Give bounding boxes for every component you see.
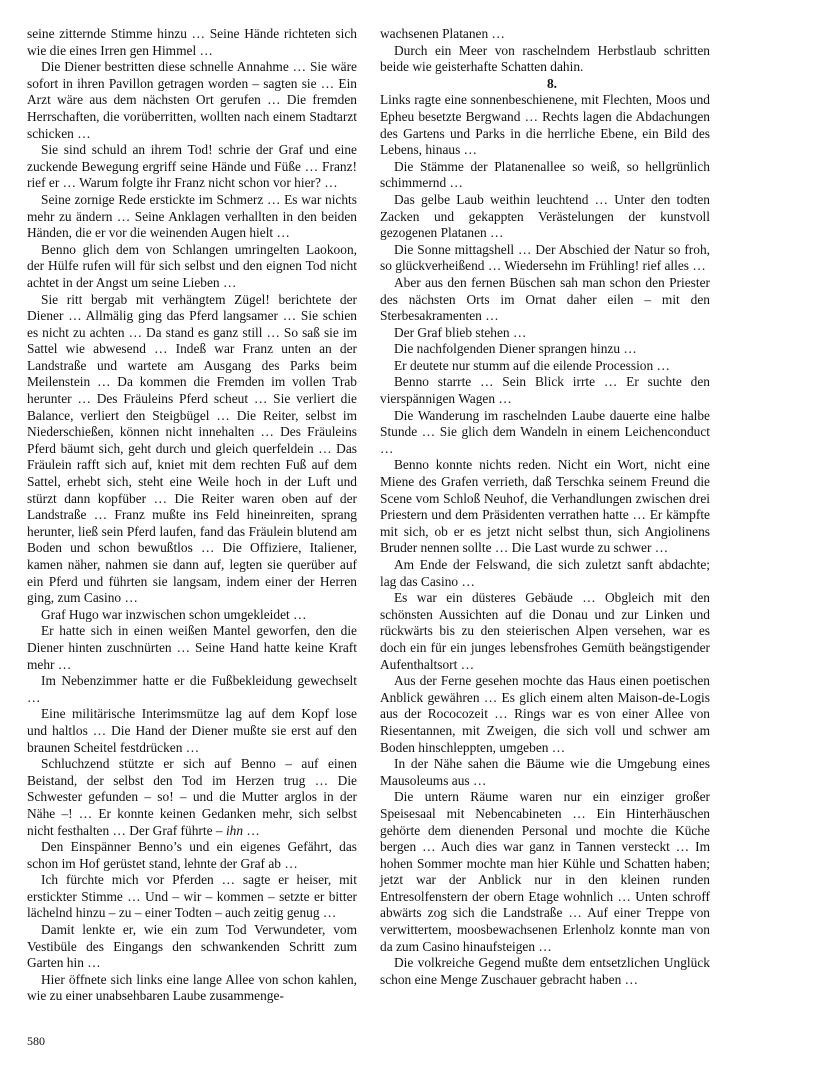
paragraph: Die Diener bestritten diese schnelle Annahme … Sie wäre sofort in ihren Pavillon getragen worden – sagten sie … Ein Arzt wäre aus dem nächsten Ort gerufen … Die fremden Herrschaften, die vorüberritten, wollten nach einem Stadtarzt schicken … [27, 59, 357, 141]
paragraph: Es war ein düsteres Gebäude … Obgleich mit den schönsten Aussichten auf die Donau und zur Linken und rückwärts bis zu den steierischen Alpen versehen, war es doch ein für ein junges lebensfrohes Gemüth beängstigender Aufenthaltsort … [380, 590, 710, 672]
paragraph-text: Schluchzend stützte er sich auf Benno – auf einen Beistand, der selbst den Tod im Herzen trug … Die Schwester gefunden – so! – und die Mutter arglos in der Nähe –! … Er konnte keinen Gedanken mehr, sich selbst nicht festhalten … Der Graf führte – [27, 756, 357, 838]
paragraph: Sie sind schuld an ihrem Tod! schrie der Graf und eine zuckende Bewegung ergriff seine Hände und Füße … Franz! rief er … Warum folgte ihr Franz nicht schon vor hier? … [27, 142, 357, 191]
paragraph: Der Graf blieb stehen … [394, 324, 527, 340]
paragraph-tail: … [243, 822, 260, 838]
paragraph: Seine zornige Rede erstickte im Schmerz … Es war nichts mehr zu ändern … Seine Anklagen verhallten in den beiden Händen, die er vor die weinenden Augen hielt … [27, 191, 357, 241]
paragraph: Er hatte sich in einen weißen Mantel geworfen, den die Diener hinten zuschnürten … Seine Hand hatte keine Kraft mehr … [27, 623, 357, 672]
paragraph: Benno konnte nichts reden. Nicht ein Wort, nicht eine Miene des Grafen verrieth, daß Terschka seinem Freund die Scene vom Schloß Neuhof, die Verhandlungen zwischen drei Priestern und dem Präsidenten verrathen hatte … Er kämpfte mit sich, ob er es jetzt nicht selbst thun, sich Angiolinens Bruder nennen sollte … Die Last wurde zu schwer … [380, 457, 710, 556]
page-number: 580 [27, 1034, 45, 1048]
paragraph: Graf Hugo war inzwischen schon umgekleidet … [41, 606, 307, 622]
paragraph: Damit lenkte er, wie ein zum Tod Verwundeter, vom Vestibüle des Eingangs den schwankenden Schritt zum Garten hin … [27, 922, 357, 971]
paragraph: Links ragte eine sonnenbeschienene, mit Flechten, Moos und Epheu besetzte Bergwand … Rechts lagen die Abdachungen des Gartens und Parks in die herrliche Ebene, ein Bild des Lebens, hinaus … [380, 92, 710, 158]
paragraph: Ich fürchte mich vor Pferden … sagte er heiser, mit erstickter Stimme … Und – wir – kommen – setzte er bitter lächelnd hinzu – zu – einer Todten – auch zeitig genug … [27, 872, 357, 921]
paragraph: Hier öffnete sich links eine lange Allee von schon kahlen, wie zu einer unabsehbaren Laube zusammenge- [27, 971, 357, 1004]
paragraph: Die nachfolgenden Diener sprangen hinzu … [394, 341, 637, 357]
paragraph: Die Sonne mittagshell … Der Abschied der Natur so froh, so glückverheißend … Wiedersehn im Frühling! rief alles … [380, 241, 710, 274]
paragraph: Sie ritt bergab mit verhängtem Zügel! berichtete der Diener … Allmälig ging das Pferd langsamer … Sie schien es nicht zu achten … Da stand es ganz still … So saß sie im Sattel wie abwesend … Indeß war Franz unten an der Landstraße und wartete am Ausgang des Parks beim Meilenstein … Da kommen die Fremden im vollen Trab herunter … Des Fräuleins Pferd scheut … Sie verliert die Balance, verliert den Steigbügel … Die Reiter, selbst im Niederschießen, können nicht innehalten … Des Fräuleins Pferd bäumt sich, geht durch und gleich querfeldein … Das Fräulein rafft sich auf, kniet mit dem rechten Fuß auf dem Sattel, erhebt sich, steht eine Weile hoch in der Luft und stürzt dann kopfüber … Die Reiter waren oben auf der Landstraße … Franz mußte ins Feld hineinreiten, sprang herunter, ließ sein Pferd laufen, fand das Fräulein blutend am Boden und schon bewußtlos … Die Offiziere, Italiener, kamen näher, nahmen sie dann auf, legten sie querüber auf ein Pferd und führten sie langsam, indem einer der Herren ging, zum Casino … [27, 291, 357, 606]
italic-word: ihn [225, 822, 244, 838]
paragraph: Das gelbe Laub weithin leuchtend … Unter den todten Zacken und gekappten Verästelungen der kunstvoll gezogenen Platanen … [380, 191, 710, 241]
paragraph: Am Ende der Felswand, die sich zuletzt sanft abdachte; lag das Casino … [380, 557, 710, 589]
paragraph: Benno starrte … Sein Blick irrte … Er suchte den vierspännigen Wagen … [380, 374, 710, 407]
paragraph: Die untern Räume waren nur ein einziger großer Speisesaal mit Nebencabineten … Ein Hinterhäuschen gehörte dem dienenden Personal und mochte die Küche bergen … Auch dies war ganz in Tannen versteckt … Im hohen Sommer mochte man hier Kühle und Schatten haben; jetzt war der Anblick nur in den kleinen runden Entresolfenstern der obern Etage wohnlich … Unten schroff abwärts zog sich die Landstraße … Auf einer Treppe von verwittertem, moosbewachsenen Erlenholz konnte man von da zum Casino hinaufsteigen … [380, 789, 710, 954]
paragraph: Aber aus den fernen Büschen sah man schon den Priester des nächsten Orts im Ornat daher eilen – mit den Sterbesakramenten … [380, 274, 710, 324]
paragraph: Aus der Ferne gesehen mochte das Haus einen poetischen Anblick gewähren … Es glich einem alten Maison-de-Logis aus der Rococozeit … Rings war es von einer Allee von Riesentannen, mit Zweigen, die sich voll und schwer am Boden hinschleppten, umgeben … [380, 673, 710, 755]
section-heading: 8. [546, 75, 558, 91]
paragraph: Den Einspänner Benno’s und ein eigenes Gefährt, das schon im Hof gerüstet stand, lehnte der Graf ab … [27, 839, 357, 871]
paragraph [27, 756, 357, 839]
paragraph: Er deutete nur stumm auf die eilende Procession … [394, 357, 670, 373]
paragraph: Die Wanderung im raschelnden Laube dauerte eine halbe Stunde … Sie glich dem Wandeln in einem Leichenconduct … [380, 407, 710, 456]
paragraph: In der Nähe sahen die Bäume wie die Umgebung eines Mausoleums aus … [380, 756, 710, 788]
right-column [380, 26, 710, 988]
paragraph: wachsenen Platanen … [380, 26, 505, 41]
paragraph: Im Nebenzimmer hatte er die Fußbekleidung gewechselt … [27, 673, 357, 705]
paragraph: Die volkreiche Gegend mußte dem entsetzlichen Unglück schon eine Menge Zuschauer gebracht haben … [380, 955, 710, 987]
paragraph: Benno glich dem von Schlangen umringelten Laokoon, der Hülfe rufen will für sich selbst und den eignen Tod nicht achtet in der Angst um seine Lieben … [27, 241, 357, 290]
left-column [27, 26, 357, 1005]
paragraph: Eine militärische Interimsmütze lag auf dem Kopf lose und haltlos … Die Hand der Diener mußte sie erst auf den braunen Scheitel festdrücken … [27, 706, 357, 755]
paragraph: seine zitternde Stimme hinzu … Seine Hände richteten sich wie die eines Irren gen Himmel … [27, 26, 357, 58]
paragraph: Durch ein Meer von raschelndem Herbstlaub schritten beide wie geisterhafte Schatten dahin. [380, 42, 710, 75]
paragraph: Die Stämme der Platanenallee so weiß, so hellgrünlich schimmernd … [380, 158, 710, 191]
